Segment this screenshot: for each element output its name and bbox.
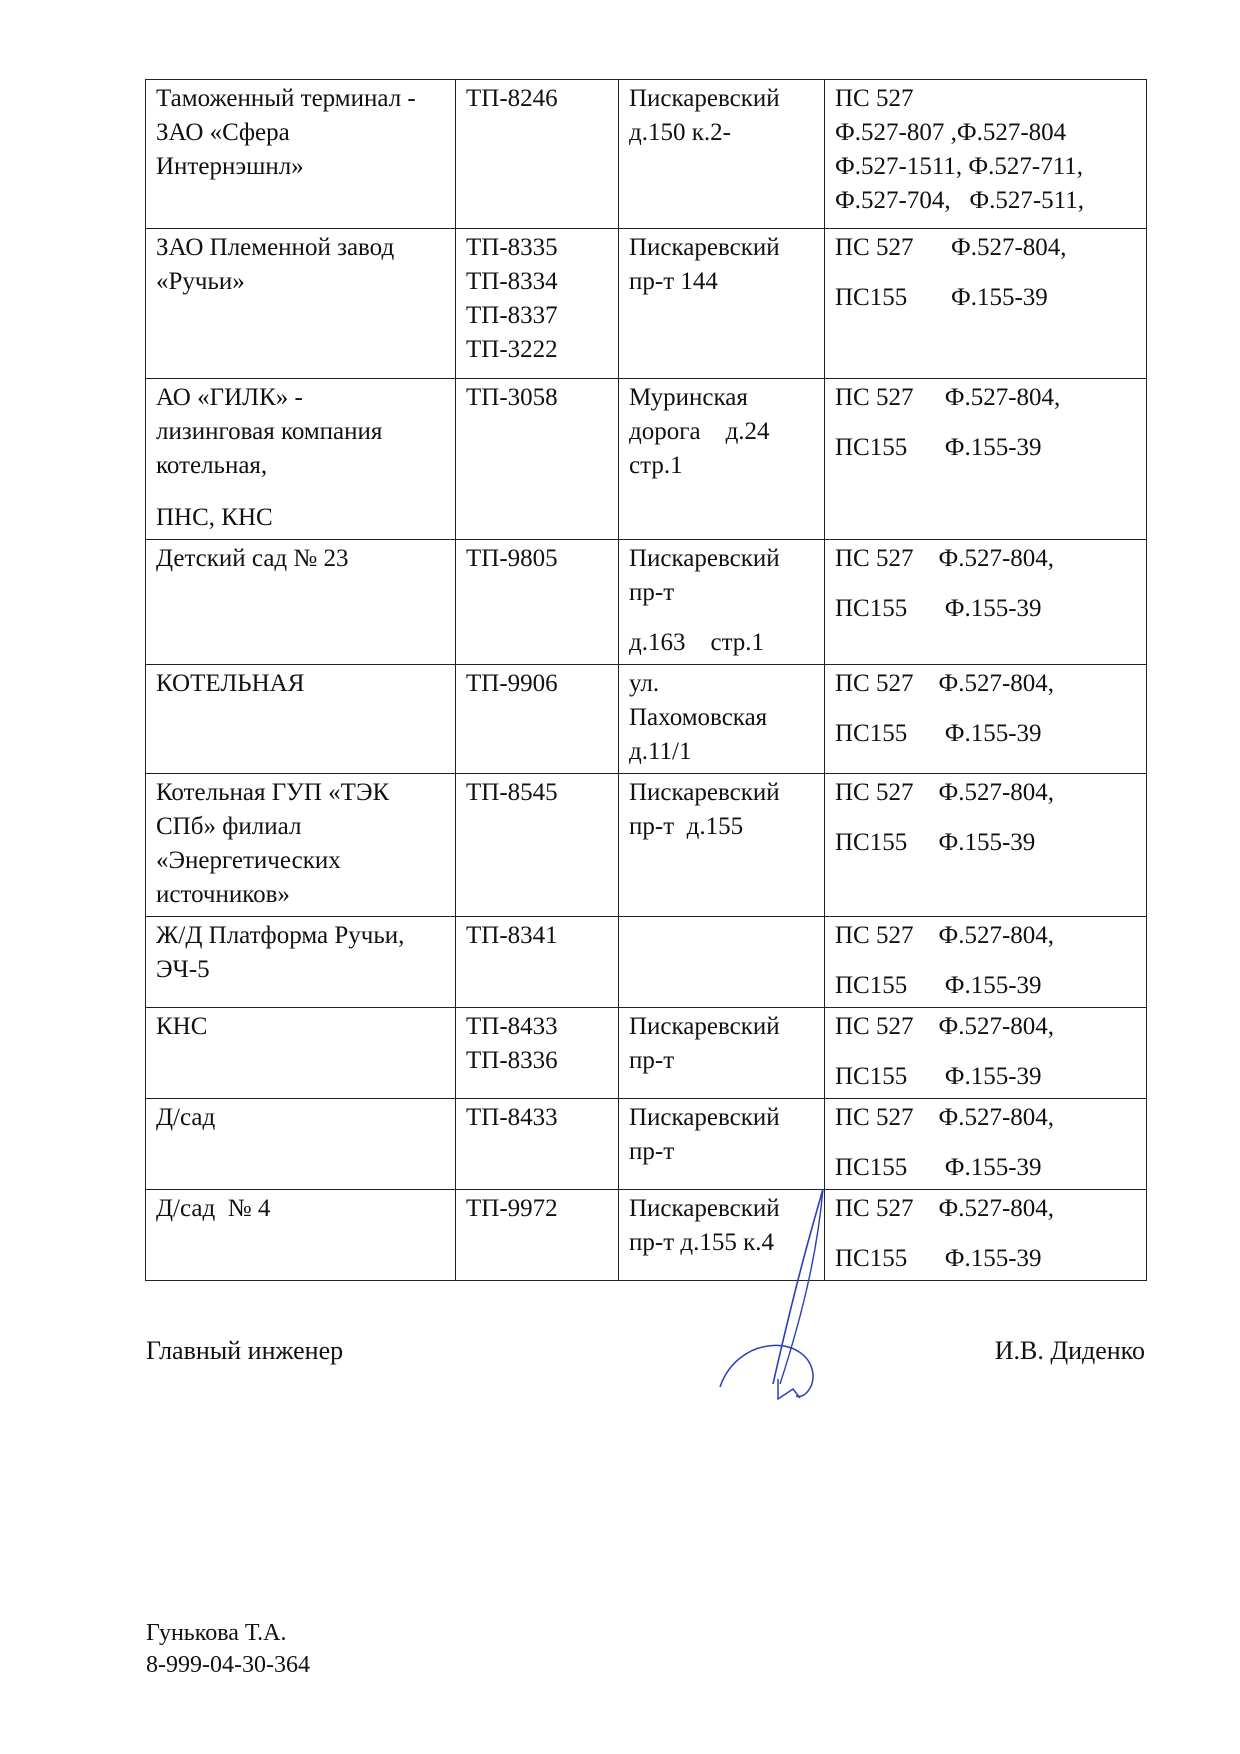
cell-line: ПС 527 Ф.527-804, [835, 234, 1067, 261]
org-name-cell [146, 80, 456, 229]
cell-line: ПС 527 Ф.527-804, [835, 779, 1055, 806]
cell-line: ПС155 Ф.155-39 [835, 972, 1042, 999]
cell-line: пр-т [629, 579, 675, 606]
cell-line: АО «ГИЛК» - [156, 384, 303, 411]
tp-cell [456, 917, 619, 1008]
address-cell [619, 80, 825, 229]
cell-line: ТП-8337 [466, 302, 558, 329]
cell-line: ТП-9972 [466, 1195, 558, 1222]
org-name-cell [146, 540, 456, 665]
feeders-cell [825, 229, 1147, 379]
substation-table [145, 79, 1147, 1281]
cell-line: ПС155 Ф.155-39 [835, 595, 1042, 622]
cell-line: ПС 527 Ф.527-804, [835, 1104, 1055, 1131]
cell-line: ЗАО «Сфера [156, 119, 290, 146]
cell-line: дорога д.24 [629, 418, 770, 445]
table-row [146, 665, 1147, 774]
cell-line: стр.1 [629, 452, 683, 479]
table-row [146, 1099, 1147, 1190]
address-cell [619, 917, 825, 1008]
cell-line: ТП-8246 [466, 85, 558, 112]
table-row [146, 1190, 1147, 1281]
address-cell [619, 540, 825, 665]
org-name-cell [146, 379, 456, 540]
cell-line: ЭЧ-5 [156, 956, 210, 983]
cell-line: ТП-9906 [466, 670, 558, 697]
contact-block [146, 1617, 310, 1681]
feeders-cell [825, 774, 1147, 917]
cell-line: пр-т 144 [629, 268, 718, 295]
cell-line: ТП-9805 [466, 545, 558, 572]
feeders-cell [825, 540, 1147, 665]
substation-table-body [146, 80, 1147, 1281]
cell-line: Пискаревский [629, 1013, 780, 1040]
cell-line: Ф.527-1511, Ф.527-711, [835, 153, 1084, 180]
address-cell [619, 1099, 825, 1190]
cell-line: ТП-8545 [466, 779, 558, 806]
cell-line: ТП-8433 [466, 1104, 558, 1131]
cell-line: ТП-3058 [466, 384, 558, 411]
table-row [146, 1008, 1147, 1099]
cell-line: ТП-8334 [466, 268, 558, 295]
feeders-cell [825, 917, 1147, 1008]
cell-line: пр-т [629, 1138, 675, 1165]
handwritten-signature [718, 1184, 838, 1414]
cell-line: Детский сад № 23 [156, 545, 349, 572]
cell-line: пр-т д.155 к.4 [629, 1229, 774, 1256]
feeders-cell [825, 1190, 1147, 1281]
table-row [146, 917, 1147, 1008]
cell-line: д.163 стр.1 [629, 629, 765, 656]
tp-cell [456, 774, 619, 917]
cell-line: д.11/1 [629, 738, 692, 765]
cell-line: Пискаревский [629, 1104, 780, 1131]
cell-line: ПС 527 Ф.527-804, [835, 545, 1055, 572]
org-name-cell [146, 1190, 456, 1281]
cell-line: Пискаревский [629, 85, 780, 112]
table-row [146, 774, 1147, 917]
cell-line: Котельная ГУП «ТЭК [156, 779, 390, 806]
feeders-cell [825, 665, 1147, 774]
cell-line: ПС 527 Ф.527-804, [835, 670, 1055, 697]
cell-line: Ж/Д Платформа Ручьи, [156, 922, 405, 949]
table-row [146, 540, 1147, 665]
cell-line: ПС 527 Ф.527-804, [835, 1195, 1055, 1222]
cell-line: ПС155 Ф.155-39 [835, 720, 1042, 747]
cell-line: пр-т [629, 1047, 675, 1074]
org-name-cell [146, 665, 456, 774]
cell-line: КНС [156, 1013, 208, 1040]
feeders-cell [825, 1008, 1147, 1099]
org-name-cell [146, 229, 456, 379]
cell-line: ТП-8433 [466, 1013, 558, 1040]
tp-cell [456, 379, 619, 540]
feeders-cell [825, 80, 1147, 229]
cell-line: Пискаревский [629, 545, 780, 572]
cell-line: ПС 527 Ф.527-804, [835, 384, 1061, 411]
cell-line: Ф.527-807 ,Ф.527-804 [835, 119, 1067, 146]
cell-line: ПС 527 Ф.527-804, [835, 922, 1055, 949]
cell-line: ЗАО Племенной завод [156, 234, 395, 261]
cell-line: Пахомовская [629, 704, 768, 731]
cell-line: лизинговая компания [156, 418, 383, 445]
contact-name: Гунькова Т.А. [146, 1620, 287, 1646]
cell-line: Ф.527-704, Ф.527-511, [835, 187, 1084, 214]
cell-line: Пискаревский [629, 234, 780, 261]
cell-line: ПС 527 Ф.527-804, [835, 1013, 1055, 1040]
address-cell [619, 1008, 825, 1099]
cell-line: Таможенный терминал - [156, 85, 416, 112]
contact-phone: 8-999-04-30-364 [146, 1652, 310, 1678]
cell-line: источников» [156, 881, 290, 908]
cell-line: ПС155 Ф.155-39 [835, 1245, 1042, 1272]
tp-cell [456, 80, 619, 229]
cell-line: пр-т д.155 [629, 813, 744, 840]
cell-line: Д/сад № 4 [156, 1195, 271, 1222]
org-name-cell [146, 1099, 456, 1190]
feeders-cell [825, 1099, 1147, 1190]
cell-line: ПС155 Ф.155-39 [835, 829, 1036, 856]
tp-cell [456, 665, 619, 774]
cell-line: ПС155 Ф.155-39 [835, 1063, 1042, 1090]
cell-line: ПС 527 [835, 85, 914, 112]
cell-line: «Ручьи» [156, 268, 245, 295]
feeders-cell [825, 379, 1147, 540]
cell-line: котельная, [156, 452, 268, 479]
cell-line: ПС155 Ф.155-39 [835, 1154, 1042, 1181]
tp-cell [456, 1008, 619, 1099]
address-cell [619, 229, 825, 379]
cell-line: ПНС, КНС [156, 504, 273, 531]
cell-line: Пискаревский [629, 1195, 780, 1222]
cell-line: Муринская [629, 384, 748, 411]
cell-line: КОТЕЛЬНАЯ [156, 670, 305, 697]
cell-line: ТП-8341 [466, 922, 558, 949]
signatory-name: И.В. Диденко [994, 1336, 1145, 1365]
cell-line: ТП-8336 [466, 1047, 558, 1074]
address-cell [619, 665, 825, 774]
table-row [146, 379, 1147, 540]
table-row [146, 229, 1147, 379]
cell-line: ТП-8335 [466, 234, 558, 261]
table-row [146, 80, 1147, 229]
cell-line: Д/сад [156, 1104, 216, 1131]
cell-line: ТП-3222 [466, 336, 558, 363]
tp-cell [456, 1190, 619, 1281]
tp-cell [456, 229, 619, 379]
address-cell [619, 379, 825, 540]
tp-cell [456, 540, 619, 665]
cell-line: Интернэшнл» [156, 153, 304, 180]
cell-line: ул. [629, 670, 660, 697]
org-name-cell [146, 774, 456, 917]
cell-line: д.150 к.2- [629, 119, 731, 146]
tp-cell [456, 1099, 619, 1190]
address-cell [619, 774, 825, 917]
cell-line: Пискаревский [629, 779, 780, 806]
position-title: Главный инженер [146, 1336, 344, 1365]
cell-line: «Энергетических [156, 847, 341, 874]
org-name-cell [146, 917, 456, 1008]
cell-line: ПС155 Ф.155-39 [835, 284, 1048, 311]
cell-line: СПб» филиал [156, 813, 302, 840]
org-name-cell [146, 1008, 456, 1099]
cell-line: ПС155 Ф.155-39 [835, 434, 1042, 461]
